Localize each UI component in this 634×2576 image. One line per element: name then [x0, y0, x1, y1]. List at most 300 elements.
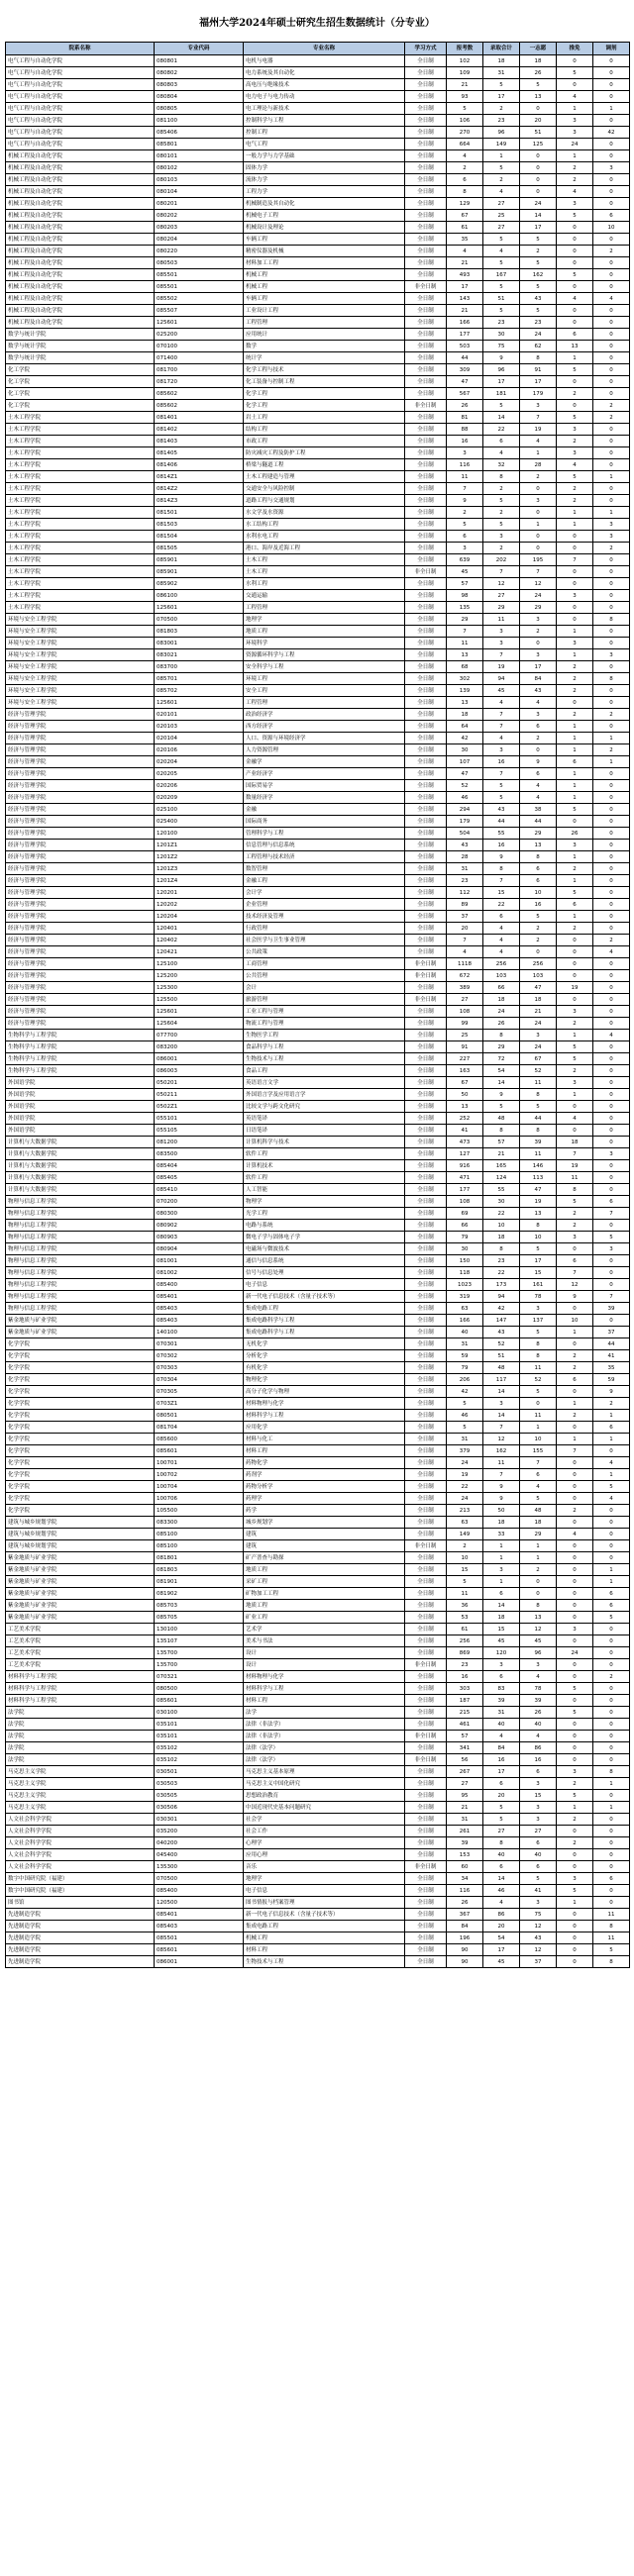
cell-first-choice: 24	[520, 198, 557, 210]
cell-applicants: 163	[447, 1065, 483, 1077]
cell-mode: 全日制	[405, 1576, 447, 1588]
cell-code: 020205	[155, 768, 244, 780]
table-row	[6, 1493, 630, 1505]
cell-adjusted: 0	[593, 1220, 630, 1232]
cell-mode: 全日制	[405, 507, 447, 519]
cell-adjusted: 0	[593, 1101, 630, 1113]
cell-code: 140100	[155, 1327, 244, 1338]
cell-major: 药物分析学	[244, 1481, 405, 1493]
cell-first-choice: 161	[520, 1279, 557, 1291]
cell-code: 081401	[155, 412, 244, 424]
cell-mode: 全日制	[405, 388, 447, 400]
cell-first-choice: 8	[520, 1338, 557, 1350]
cell-first-choice: 12	[520, 1944, 557, 1956]
cell-mode: 全日制	[405, 1671, 447, 1683]
cell-admitted: 9	[483, 1089, 520, 1101]
cell-admitted: 3	[483, 626, 520, 638]
cell-recommended: 0	[557, 400, 593, 412]
cell-adjusted: 0	[593, 887, 630, 899]
cell-adjusted: 0	[593, 447, 630, 459]
cell-applicants: 664	[447, 139, 483, 150]
cell-admitted: 46	[483, 1885, 520, 1897]
cell-applicants: 9	[447, 495, 483, 507]
cell-recommended: 0	[557, 317, 593, 329]
cell-adjusted: 2	[593, 246, 630, 257]
cell-school: 工艺美术学院	[6, 1659, 155, 1671]
cell-recommended: 0	[557, 1719, 593, 1731]
cell-school: 物理与信息工程学院	[6, 1243, 155, 1255]
cell-applicants: 461	[447, 1719, 483, 1731]
cell-school: 机械工程及自动化学院	[6, 293, 155, 305]
cell-applicants: 6	[447, 174, 483, 186]
cell-recommended: 8	[557, 1184, 593, 1196]
cell-adjusted: 0	[593, 376, 630, 388]
cell-code: 085502	[155, 293, 244, 305]
cell-school: 机械工程及自动化学院	[6, 174, 155, 186]
cell-recommended: 4	[557, 1113, 593, 1125]
cell-first-choice: 2	[520, 923, 557, 935]
cell-admitted: 9	[483, 1481, 520, 1493]
cell-applicants: 261	[447, 1826, 483, 1837]
cell-school: 经济与管理学院	[6, 923, 155, 935]
cell-admitted: 43	[483, 1327, 520, 1338]
cell-code: 085404	[155, 1160, 244, 1172]
cell-major: 法律（非法学）	[244, 1719, 405, 1731]
cell-admitted: 6	[483, 1671, 520, 1683]
cell-admitted: 7	[483, 566, 520, 578]
cell-major: 集成电路工程	[244, 1303, 405, 1315]
cell-mode: 全日制	[405, 1279, 447, 1291]
cell-school: 经济与管理学院	[6, 863, 155, 875]
cell-first-choice: 5	[520, 1386, 557, 1398]
cell-admitted: 30	[483, 1196, 520, 1208]
cell-applicants: 7	[447, 626, 483, 638]
cell-adjusted: 0	[593, 1695, 630, 1707]
cell-first-choice: 0	[520, 1576, 557, 1588]
cell-first-choice: 26	[520, 1707, 557, 1719]
cell-adjusted: 0	[593, 1065, 630, 1077]
cell-admitted: 66	[483, 982, 520, 994]
cell-school: 土木工程学院	[6, 531, 155, 543]
cell-first-choice: 44	[520, 816, 557, 828]
cell-school: 化学学院	[6, 1505, 155, 1517]
cell-code: 080902	[155, 1220, 244, 1232]
cell-admitted: 31	[483, 1707, 520, 1719]
cell-applicants: 43	[447, 840, 483, 851]
cell-admitted: 8	[483, 1125, 520, 1137]
cell-admitted: 27	[483, 222, 520, 234]
cell-first-choice: 5	[520, 79, 557, 91]
cell-admitted: 2	[483, 174, 520, 186]
cell-adjusted: 0	[593, 352, 630, 364]
cell-school: 法学院	[6, 1742, 155, 1754]
cell-applicants: 106	[447, 115, 483, 127]
cell-major: 应用心理	[244, 1849, 405, 1861]
cell-adjusted: 0	[593, 1517, 630, 1529]
cell-admitted: 5	[483, 792, 520, 804]
cell-applicants: 26	[447, 1897, 483, 1909]
table-row	[6, 614, 630, 626]
cell-applicants: 46	[447, 792, 483, 804]
cell-mode: 全日制	[405, 1956, 447, 1968]
cell-mode: 全日制	[405, 1932, 447, 1944]
cell-school: 化学学院	[6, 1434, 155, 1445]
table-row	[6, 1398, 630, 1410]
cell-adjusted: 0	[593, 269, 630, 281]
cell-major: 音乐	[244, 1861, 405, 1873]
cell-first-choice: 45	[520, 1635, 557, 1647]
cell-school: 外国语学院	[6, 1089, 155, 1101]
cell-adjusted: 0	[593, 1077, 630, 1089]
cell-applicants: 303	[447, 1683, 483, 1695]
cell-school: 数字中国研究院（福建）	[6, 1885, 155, 1897]
cell-mode: 全日制	[405, 1398, 447, 1410]
cell-admitted: 18	[483, 1517, 520, 1529]
cell-code: 125500	[155, 994, 244, 1006]
cell-admitted: 202	[483, 554, 520, 566]
cell-mode: 全日制	[405, 317, 447, 329]
cell-code: 120202	[155, 899, 244, 911]
cell-admitted: 9	[483, 1493, 520, 1505]
cell-applicants: 61	[447, 222, 483, 234]
cell-applicants: 11	[447, 1588, 483, 1600]
cell-code: 081200	[155, 1137, 244, 1148]
cell-school: 土木工程学院	[6, 412, 155, 424]
cell-mode: 全日制	[405, 352, 447, 364]
cell-school: 化工学院	[6, 376, 155, 388]
cell-major: 生物技术与工程	[244, 1956, 405, 1968]
cell-applicants: 18	[447, 709, 483, 721]
cell-admitted: 18	[483, 55, 520, 67]
cell-admitted: 6	[483, 1861, 520, 1873]
cell-code: 085501	[155, 269, 244, 281]
cell-major: 物流工程与管理	[244, 1018, 405, 1030]
cell-recommended: 10	[557, 1315, 593, 1327]
cell-admitted: 5	[483, 780, 520, 792]
cell-major: 新一代电子信息技术（含量子技术等）	[244, 1909, 405, 1921]
cell-adjusted: 0	[593, 661, 630, 673]
table-row	[6, 257, 630, 269]
cell-recommended: 1	[557, 1327, 593, 1338]
cell-admitted: 1	[483, 1540, 520, 1552]
table-row	[6, 673, 630, 685]
cell-adjusted: 8	[593, 673, 630, 685]
cell-first-choice: 8	[520, 1600, 557, 1612]
page-title: 福州大学2024年硕士研究生招生数据统计（分专业）	[199, 17, 435, 29]
cell-code: 100706	[155, 1493, 244, 1505]
cell-applicants: 567	[447, 388, 483, 400]
table-row	[6, 150, 630, 162]
cell-recommended: 7	[557, 1148, 593, 1160]
table-row	[6, 162, 630, 174]
cell-code: 135107	[155, 1635, 244, 1647]
cell-school: 人文社会科学学院	[6, 1837, 155, 1849]
cell-major: 马克思主义中国化研究	[244, 1778, 405, 1790]
cell-mode: 全日制	[405, 1552, 447, 1564]
cell-applicants: 59	[447, 1350, 483, 1362]
cell-major: 工业工程与管理	[244, 1006, 405, 1018]
cell-adjusted: 0	[593, 1742, 630, 1754]
cell-major: 金融学	[244, 756, 405, 768]
cell-admitted: 4	[483, 246, 520, 257]
cell-admitted: 18	[483, 1232, 520, 1243]
cell-adjusted: 0	[593, 79, 630, 91]
cell-recommended: 2	[557, 495, 593, 507]
cell-school: 先进制造学院	[6, 1956, 155, 1968]
cell-mode: 全日制	[405, 626, 447, 638]
cell-first-choice: 3	[520, 1897, 557, 1909]
cell-recommended: 0	[557, 1671, 593, 1683]
cell-major: 岩土工程	[244, 412, 405, 424]
cell-school: 经济与管理学院	[6, 816, 155, 828]
cell-code: 120201	[155, 887, 244, 899]
cell-code: 085400	[155, 1885, 244, 1897]
cell-admitted: 5	[483, 400, 520, 412]
table-row	[6, 1065, 630, 1077]
cell-school: 电气工程与自动化学院	[6, 67, 155, 79]
cell-admitted: 12	[483, 578, 520, 590]
cell-mode: 全日制	[405, 1481, 447, 1493]
cell-code: 081403	[155, 436, 244, 447]
table-row	[6, 459, 630, 471]
cell-major: 机械工程	[244, 281, 405, 293]
cell-applicants: 21	[447, 257, 483, 269]
cell-applicants: 27	[447, 994, 483, 1006]
cell-applicants: 149	[447, 1529, 483, 1540]
cell-recommended: 0	[557, 305, 593, 317]
table-row	[6, 733, 630, 744]
cell-adjusted: 0	[593, 554, 630, 566]
cell-first-choice: 4	[520, 1671, 557, 1683]
cell-code: 0814Z2	[155, 483, 244, 495]
cell-admitted: 3	[483, 638, 520, 649]
table-row	[6, 1624, 630, 1635]
cell-adjusted: 0	[593, 1137, 630, 1148]
cell-first-choice: 43	[520, 1932, 557, 1944]
cell-first-choice: 3	[520, 495, 557, 507]
cell-adjusted: 0	[593, 1255, 630, 1267]
cell-recommended: 4	[557, 459, 593, 471]
cell-first-choice: 15	[520, 1267, 557, 1279]
cell-adjusted: 6	[593, 1588, 630, 1600]
cell-applicants: 493	[447, 269, 483, 281]
cell-school: 经济与管理学院	[6, 828, 155, 840]
cell-first-choice: 24	[520, 590, 557, 602]
cell-admitted: 94	[483, 673, 520, 685]
cell-applicants: 13	[447, 649, 483, 661]
cell-adjusted: 3	[593, 531, 630, 543]
cell-major: 信号与信息处理	[244, 1267, 405, 1279]
cell-code: 0703Z1	[155, 1398, 244, 1410]
cell-major: 人口、资源与环境经济学	[244, 733, 405, 744]
cell-code: 080500	[155, 1683, 244, 1695]
cell-major: 计算机科学与技术	[244, 1137, 405, 1148]
cell-first-choice: 47	[520, 982, 557, 994]
cell-adjusted: 1	[593, 1802, 630, 1814]
table-row	[6, 768, 630, 780]
cell-first-choice: 5	[520, 257, 557, 269]
cell-first-choice: 48	[520, 1505, 557, 1517]
cell-school: 机械工程及自动化学院	[6, 210, 155, 222]
cell-adjusted: 35	[593, 1362, 630, 1374]
cell-code: 120100	[155, 828, 244, 840]
cell-mode: 全日制	[405, 222, 447, 234]
cell-applicants: 166	[447, 317, 483, 329]
cell-school: 物理与信息工程学院	[6, 1208, 155, 1220]
cell-adjusted: 0	[593, 1624, 630, 1635]
cell-major: 材料与化工	[244, 1434, 405, 1445]
cell-admitted: 5	[483, 281, 520, 293]
cell-first-choice: 20	[520, 115, 557, 127]
cell-recommended: 5	[557, 1885, 593, 1897]
table-row	[6, 317, 630, 329]
cell-school: 马克思主义学院	[6, 1790, 155, 1802]
cell-applicants: 28	[447, 851, 483, 863]
cell-first-choice: 8	[520, 1350, 557, 1362]
cell-school: 建筑与城乡规划学院	[6, 1517, 155, 1529]
cell-school: 化学学院	[6, 1374, 155, 1386]
cell-applicants: 116	[447, 459, 483, 471]
cell-major: 工业设计工程	[244, 305, 405, 317]
cell-recommended: 4	[557, 293, 593, 305]
cell-school: 法学院	[6, 1754, 155, 1766]
cell-adjusted: 3	[593, 1148, 630, 1160]
cell-code: 085705	[155, 1612, 244, 1624]
cell-school: 法学院	[6, 1719, 155, 1731]
cell-applicants: 319	[447, 1291, 483, 1303]
cell-major: 新一代电子信息技术（含量子技术等）	[244, 1291, 405, 1303]
cell-mode: 全日制	[405, 1338, 447, 1350]
cell-recommended: 0	[557, 1731, 593, 1742]
cell-code: 080203	[155, 222, 244, 234]
cell-mode: 全日制	[405, 67, 447, 79]
cell-major: 物理化学	[244, 1374, 405, 1386]
cell-mode: 全日制	[405, 1208, 447, 1220]
cell-adjusted: 0	[593, 1897, 630, 1909]
cell-first-choice: 19	[520, 424, 557, 436]
cell-applicants: 57	[447, 578, 483, 590]
cell-recommended: 0	[557, 1754, 593, 1766]
cell-school: 计算机与大数据学院	[6, 1160, 155, 1172]
cell-mode: 全日制	[405, 115, 447, 127]
cell-major: 社会医学与卫生事业管理	[244, 935, 405, 946]
cell-school: 化学学院	[6, 1386, 155, 1398]
table-row	[6, 115, 630, 127]
cell-first-choice: 0	[520, 174, 557, 186]
cell-applicants: 135	[447, 602, 483, 614]
cell-mode: 全日制	[405, 1766, 447, 1778]
cell-code: 081704	[155, 1422, 244, 1434]
cell-adjusted: 0	[593, 257, 630, 269]
cell-admitted: 7	[483, 875, 520, 887]
cell-applicants: 150	[447, 1255, 483, 1267]
cell-adjusted: 0	[593, 1053, 630, 1065]
cell-recommended: 5	[557, 1790, 593, 1802]
cell-school: 物理与信息工程学院	[6, 1291, 155, 1303]
cell-adjusted: 0	[593, 1125, 630, 1137]
cell-school: 马克思主义学院	[6, 1802, 155, 1814]
cell-mode: 全日制	[405, 649, 447, 661]
cell-adjusted: 0	[593, 436, 630, 447]
cell-code: 070303	[155, 1362, 244, 1374]
cell-recommended: 1	[557, 780, 593, 792]
cell-applicants: 1023	[447, 1279, 483, 1291]
table-row	[6, 1113, 630, 1125]
cell-applicants: 69	[447, 1208, 483, 1220]
cell-admitted: 5	[483, 519, 520, 531]
cell-school: 机械工程及自动化学院	[6, 246, 155, 257]
cell-adjusted: 0	[593, 923, 630, 935]
cell-admitted: 72	[483, 1053, 520, 1065]
cell-code: 100701	[155, 1457, 244, 1469]
cell-code: 086001	[155, 1956, 244, 1968]
cell-mode: 全日制	[405, 1125, 447, 1137]
table-row	[6, 946, 630, 958]
cell-applicants: 60	[447, 1861, 483, 1873]
table-row	[6, 1255, 630, 1267]
cell-applicants: 47	[447, 376, 483, 388]
table-row	[6, 1101, 630, 1113]
cell-major: 矿产普查与勘探	[244, 1552, 405, 1564]
cell-adjusted: 0	[593, 1172, 630, 1184]
cell-applicants: 5	[447, 103, 483, 115]
cell-first-choice: 1	[520, 1422, 557, 1434]
table-row	[6, 55, 630, 67]
cell-adjusted: 0	[593, 1315, 630, 1327]
cell-mode: 全日制	[405, 139, 447, 150]
cell-code: 080804	[155, 91, 244, 103]
cell-adjusted: 0	[593, 1814, 630, 1826]
cell-recommended: 0	[557, 1540, 593, 1552]
cell-first-choice: 8	[520, 1125, 557, 1137]
cell-school: 紫金地质与矿业学院	[6, 1588, 155, 1600]
cell-adjusted: 0	[593, 602, 630, 614]
cell-recommended: 5	[557, 269, 593, 281]
cell-first-choice: 6	[520, 1469, 557, 1481]
cell-first-choice: 113	[520, 1172, 557, 1184]
cell-major: 一般力学与力学基础	[244, 150, 405, 162]
cell-applicants: 196	[447, 1932, 483, 1944]
cell-adjusted: 0	[593, 55, 630, 67]
table-row	[6, 840, 630, 851]
table-row	[6, 174, 630, 186]
cell-recommended: 1	[557, 1434, 593, 1445]
table-row	[6, 1647, 630, 1659]
cell-major: 电工理论与新技术	[244, 103, 405, 115]
cell-recommended: 0	[557, 543, 593, 554]
cell-mode: 全日制	[405, 828, 447, 840]
cell-mode: 全日制	[405, 531, 447, 543]
cell-code: 025100	[155, 804, 244, 816]
cell-first-choice: 9	[520, 756, 557, 768]
cell-code: 125601	[155, 602, 244, 614]
cell-recommended: 4	[557, 186, 593, 198]
cell-major: 化学工程	[244, 400, 405, 412]
cell-adjusted: 0	[593, 982, 630, 994]
cell-mode: 非全日制	[405, 400, 447, 412]
table-row	[6, 1885, 630, 1897]
cell-first-choice: 2	[520, 246, 557, 257]
cell-school: 外国语学院	[6, 1113, 155, 1125]
cell-admitted: 181	[483, 388, 520, 400]
cell-applicants: 389	[447, 982, 483, 994]
cell-mode: 全日制	[405, 875, 447, 887]
cell-major: 应用化学	[244, 1422, 405, 1434]
cell-admitted: 20	[483, 1790, 520, 1802]
cell-school: 计算机与大数据学院	[6, 1184, 155, 1196]
cell-major: 会计	[244, 982, 405, 994]
cell-recommended: 0	[557, 1552, 593, 1564]
